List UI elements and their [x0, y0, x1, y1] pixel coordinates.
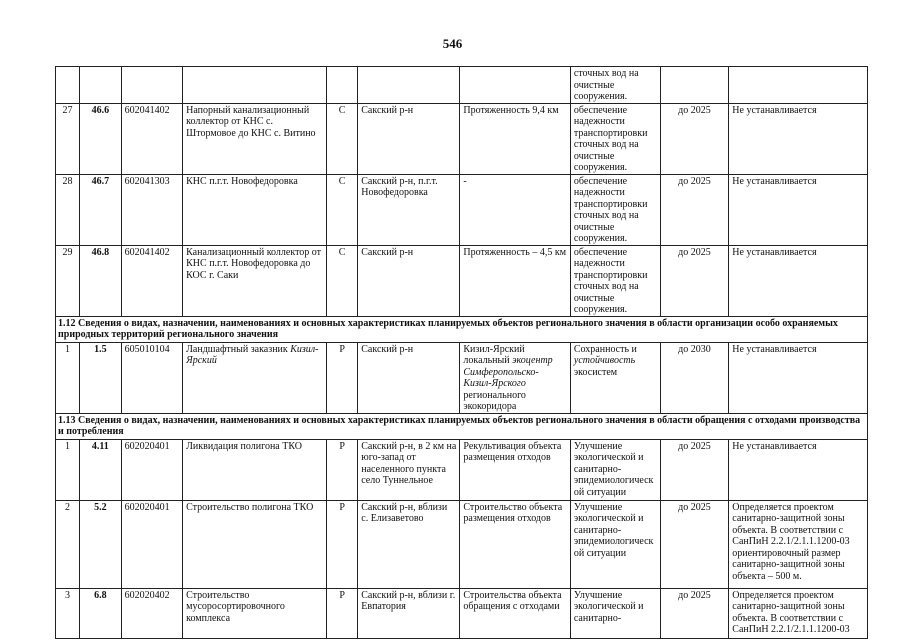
object-location: Сакский р-н, вблизи г. Евпатория [358, 588, 460, 638]
object-date: до 2025 [660, 588, 729, 638]
row-number: 28 [56, 174, 80, 245]
row-number: 1 [56, 439, 80, 500]
object-id: 602020402 [121, 588, 182, 638]
row-number: 1 [56, 342, 80, 413]
object-purpose: Улучшение экологической и санитарно- [570, 588, 660, 638]
section-title: 1.13 Сведения о видах, назначении, наименованиях и основных характеристиках планируемых объектов регионального значения в области обращения с отходами производства и потребления [56, 413, 868, 439]
object-type [326, 67, 357, 104]
table-row [56, 174, 868, 245]
object-location: Сакский р-н [358, 103, 460, 174]
object-characteristic: - [460, 174, 570, 245]
object-code: 46.8 [79, 245, 121, 316]
object-code: 6.8 [79, 588, 121, 638]
object-type: Р [326, 500, 357, 588]
planning-table [55, 66, 868, 639]
section-header-1-13 [56, 413, 868, 439]
object-purpose: обеспечение надежности транспортировки сточных вод на очистные сооружения. [570, 245, 660, 316]
object-purpose: обеспечение надежности транспортировки сточных вод на очистные сооружения. [570, 103, 660, 174]
object-zone: Не устанавливается [729, 103, 868, 174]
object-type: С [326, 103, 357, 174]
row-number: 2 [56, 500, 80, 588]
object-id: 602041402 [121, 245, 182, 316]
object-location: Сакский р-н [358, 342, 460, 413]
row-number [56, 67, 80, 104]
object-id: 602020401 [121, 500, 182, 588]
object-code: 46.6 [79, 103, 121, 174]
object-type: Р [326, 588, 357, 638]
table-row [56, 500, 868, 588]
object-name [183, 67, 327, 104]
object-id: 605010104 [121, 342, 182, 413]
object-location [358, 67, 460, 104]
object-location: Сакский р-н, в 2 км на юго-запад от населенного пункта село Туннельное [358, 439, 460, 500]
object-zone: Не устанавливается [729, 245, 868, 316]
object-code: 5.2 [79, 500, 121, 588]
object-date [660, 67, 729, 104]
object-type: С [326, 245, 357, 316]
object-purpose: сточных вод на очистные сооружения. [570, 67, 660, 104]
object-characteristic: Рекультивация объекта размещения отходов [460, 439, 570, 500]
row-number: 29 [56, 245, 80, 316]
object-characteristic: Протяженность – 4,5 км [460, 245, 570, 316]
object-type: Р [326, 342, 357, 413]
object-code: 4.11 [79, 439, 121, 500]
table-row [56, 588, 868, 638]
object-characteristic: Протяженность 9,4 км [460, 103, 570, 174]
object-location: Сакский р-н [358, 245, 460, 316]
object-name: Ликвидация полигона ТКО [183, 439, 327, 500]
object-id: 602041303 [121, 174, 182, 245]
object-id [121, 67, 182, 104]
object-name: КНС п.г.т. Новофедоровка [183, 174, 327, 245]
object-date: до 2025 [660, 500, 729, 588]
object-date: до 2025 [660, 103, 729, 174]
object-code [79, 67, 121, 104]
object-id: 602041402 [121, 103, 182, 174]
table-row [56, 245, 868, 316]
page-number: 546 [442, 36, 463, 51]
object-zone: Определяется проектом санитарно-защитной зоны объекта. В соответствии с СанПиН 2.2.1/2.1.1.1200-03 ориентировочный размер санитарно-защитной зоны объекта – 500 м. [729, 500, 868, 588]
object-name: Строительство мусоросортировочного комплекса [183, 588, 327, 638]
object-name: Строительство полигона ТКО [183, 500, 327, 588]
object-date: до 2025 [660, 174, 729, 245]
section-header-1-12 [56, 316, 868, 342]
object-date: до 2025 [660, 245, 729, 316]
table-row [56, 342, 868, 413]
object-code: 1.5 [79, 342, 121, 413]
object-location: Сакский р-н, п.г.т. Новофедоровка [358, 174, 460, 245]
object-location: Сакский р-н, вблизи с. Елизаветово [358, 500, 460, 588]
table-row [56, 103, 868, 174]
object-characteristic [460, 67, 570, 104]
object-zone: Не устанавливается [729, 439, 868, 500]
object-code: 46.7 [79, 174, 121, 245]
object-purpose: Улучшение экологической и санитарно-эпидемиологической ситуации [570, 439, 660, 500]
object-name: Ландшафтный заказник Кизил-Ярский [183, 342, 327, 413]
table-body [56, 67, 868, 639]
object-type: Р [326, 439, 357, 500]
table-row [56, 439, 868, 500]
object-purpose: Улучшение экологической и санитарно-эпидемиологической ситуации [570, 500, 660, 588]
object-purpose: Сохранность и устойчивость экосистем [570, 342, 660, 413]
object-date: до 2025 [660, 439, 729, 500]
row-number: 3 [56, 588, 80, 638]
object-purpose: обеспечение надежности транспортировки сточных вод на очистные сооружения. [570, 174, 660, 245]
object-name: Напорный канализационный коллектор от КНС с. Штормовое до КНС с. Витино [183, 103, 327, 174]
row-number: 27 [56, 103, 80, 174]
object-zone: Определяется проектом санитарно-защитной зоны объекта. В соответствии с СанПиН 2.2.1/2.1.1.1200-03 [729, 588, 868, 638]
object-id: 602020401 [121, 439, 182, 500]
object-zone: Не устанавливается [729, 342, 868, 413]
section-title: 1.12 Сведения о видах, назначении, наименованиях и основных характеристиках планируемых объектов регионального значения в области организации особо охраняемых природных территорий регионального значения [56, 316, 868, 342]
object-zone: Не устанавливается [729, 174, 868, 245]
object-characteristic: Кизил-Ярский локальный экоцентр Симферопольско-Кизил-Ярского регионального экокоридора [460, 342, 570, 413]
object-date: до 2030 [660, 342, 729, 413]
object-name: Канализационный коллектор от КНС п.г.т. Новофедоровка до КОС г. Саки [183, 245, 327, 316]
object-type: С [326, 174, 357, 245]
object-characteristic: Строительства объекта обращения с отходами [460, 588, 570, 638]
object-characteristic: Строительство объекта размещения отходов [460, 500, 570, 588]
object-zone [729, 67, 868, 104]
table-row [56, 67, 868, 104]
